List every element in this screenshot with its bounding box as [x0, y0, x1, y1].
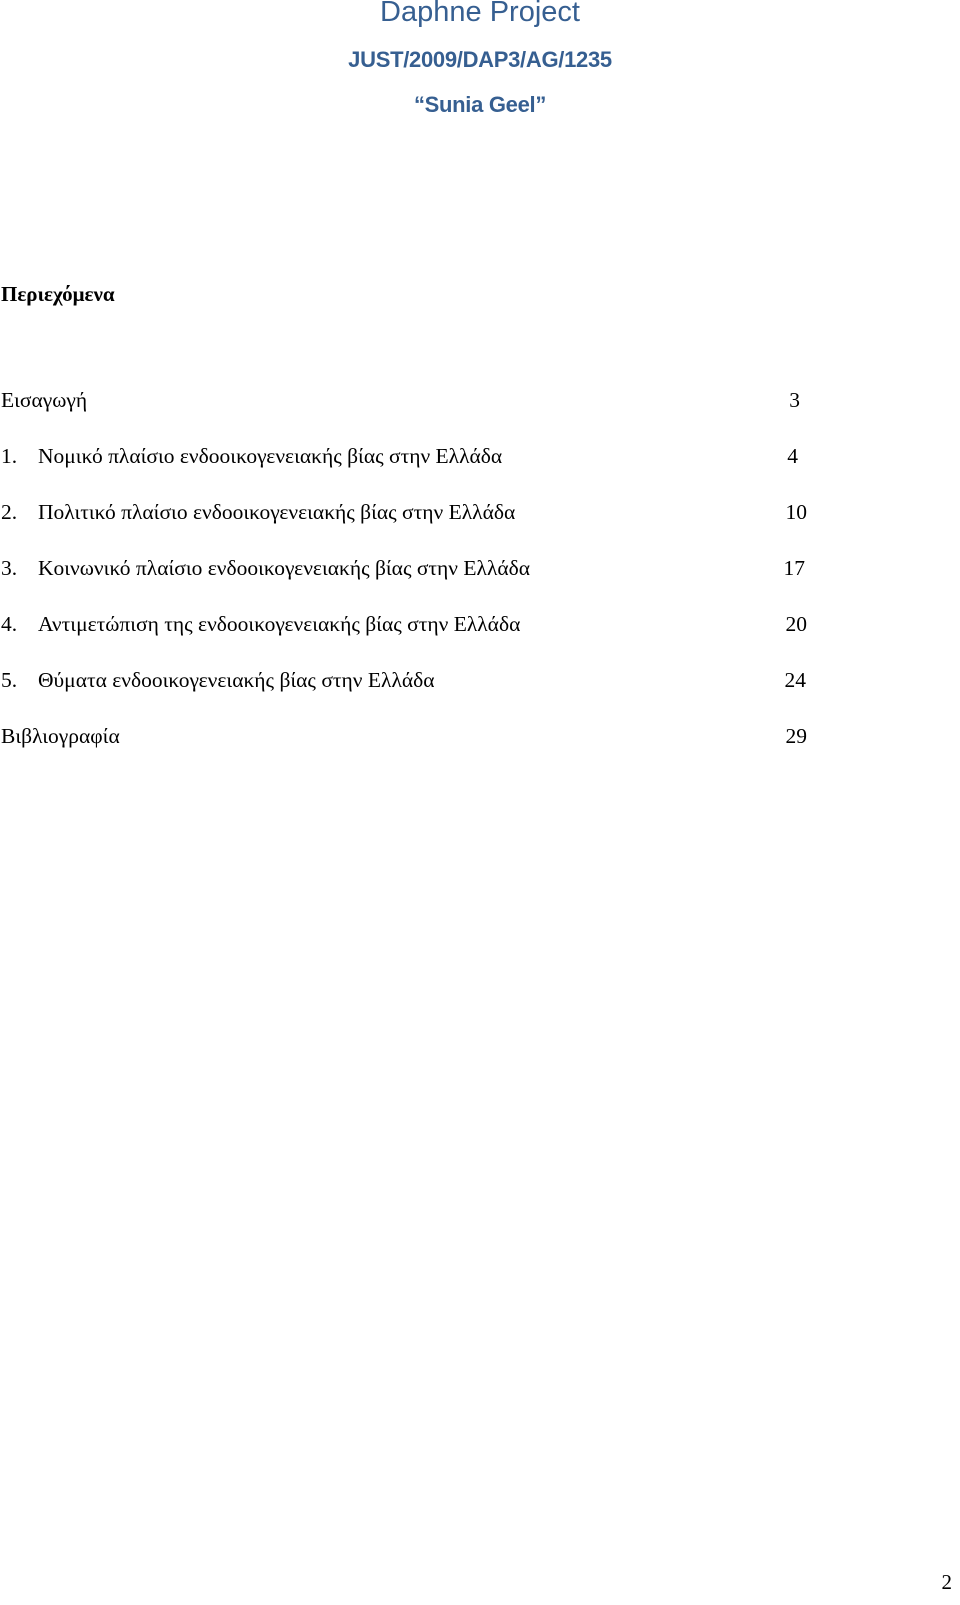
project-title: Daphne Project: [380, 0, 580, 28]
toc-entry-number: 2.: [1, 500, 18, 524]
toc-entry-page: 10: [785, 500, 807, 524]
toc-entry-number: 1.: [1, 444, 18, 468]
toc-entry-page: 17: [783, 556, 805, 580]
toc-entry-label: Νομικό πλαίσιο ενδοοικογενειακής βίας στην Ελλάδα: [38, 444, 503, 468]
toc-entry-number: 3.: [1, 556, 18, 580]
project-name: “Sunia Geel”: [413, 92, 547, 117]
toc-entry-page: 24: [784, 668, 806, 692]
toc-entry-label: Κοινωνικό πλαίσιο ενδοοικογενειακής βίας στην Ελλάδα: [38, 556, 531, 580]
grant-code: JUST/2009/DAP3/AG/1235: [348, 47, 612, 72]
toc-entry-page: 29: [785, 724, 807, 748]
toc-entry-page: 3: [789, 388, 800, 412]
toc-entry-label: Αντιμετώπιση της ενδοοικογενειακής βίας στην Ελλάδα: [38, 612, 521, 636]
toc-entry-page: 4: [787, 444, 798, 468]
toc-heading: Περιεχόμενα: [1, 282, 115, 306]
toc-entry-number: 5.: [1, 668, 18, 692]
toc-entry-number: 4.: [1, 612, 18, 636]
toc-entry-label: Πολιτικό πλαίσιο ενδοοικογενειακής βίας στην Ελλάδα: [38, 500, 516, 524]
toc-entry-label: Βιβλιογραφία: [1, 724, 120, 748]
toc-entry-page: 20: [785, 612, 807, 636]
toc-entry-label: Θύματα ενδοοικογενειακής βίας στην Ελλάδα: [38, 668, 435, 692]
page-number: 2: [941, 1570, 952, 1594]
toc-entry-label: Εισαγωγή: [1, 388, 88, 412]
